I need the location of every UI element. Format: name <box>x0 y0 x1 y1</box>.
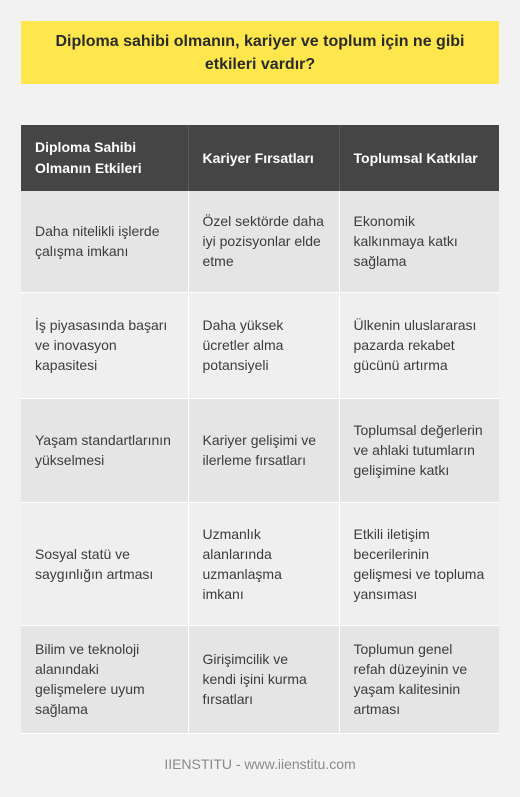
table-cell: Yaşam standartlarının yükselmesi <box>21 398 188 502</box>
table-cell: Uzmanlık alanlarında uzmanlaşma imkanı <box>188 502 339 625</box>
table-cell: Kariyer gelişimi ve ilerleme fırsatları <box>188 398 339 502</box>
table-cell: Toplumun genel refah düzeyinin ve yaşam kalitesinin artması <box>339 625 499 733</box>
table-cell: Daha yüksek ücretler alma potansiyeli <box>188 292 339 398</box>
table-cell: Ekonomik kalkınmaya katkı sağlama <box>339 191 499 292</box>
footer-text: IIENSTITU - www.iienstitu.com <box>164 756 356 772</box>
table-cell: Ülkenin uluslararası pazarda rekabet gücünü artırma <box>339 292 499 398</box>
table-row <box>21 191 499 292</box>
table-header-row <box>21 125 499 191</box>
column-header-career: Kariyer Fırsatları <box>188 125 339 191</box>
table-row <box>21 502 499 625</box>
page-title: Diploma sahibi olmanın, kariyer ve toplum için ne gibi etkileri vardır? <box>55 32 465 73</box>
table-cell: Girişimcilik ve kendi işini kurma fırsatları <box>188 625 339 733</box>
comparison-table <box>21 125 499 734</box>
title-banner <box>21 21 499 84</box>
table-row <box>21 625 499 733</box>
table-cell: Bilim ve teknoloji alanındaki gelişmelere uyum sağlama <box>21 625 188 733</box>
table-cell: Özel sektörde daha iyi pozisyonlar elde etme <box>188 191 339 292</box>
table-cell: Toplumsal değerlerin ve ahlaki tutumların gelişimine katkı <box>339 398 499 502</box>
table-row <box>21 398 499 502</box>
column-header-social: Toplumsal Katkılar <box>339 125 499 191</box>
table-row <box>21 292 499 398</box>
column-header-effects: Diploma Sahibi Olmanın Etkileri <box>21 125 188 191</box>
table-cell: Etkili iletişim becerilerinin gelişmesi ve topluma yansıması <box>339 502 499 625</box>
table-cell: İş piyasasında başarı ve inovasyon kapasitesi <box>21 292 188 398</box>
table-cell: Daha nitelikli işlerde çalışma imkanı <box>21 191 188 292</box>
table-cell: Sosyal statü ve saygınlığın artması <box>21 502 188 625</box>
